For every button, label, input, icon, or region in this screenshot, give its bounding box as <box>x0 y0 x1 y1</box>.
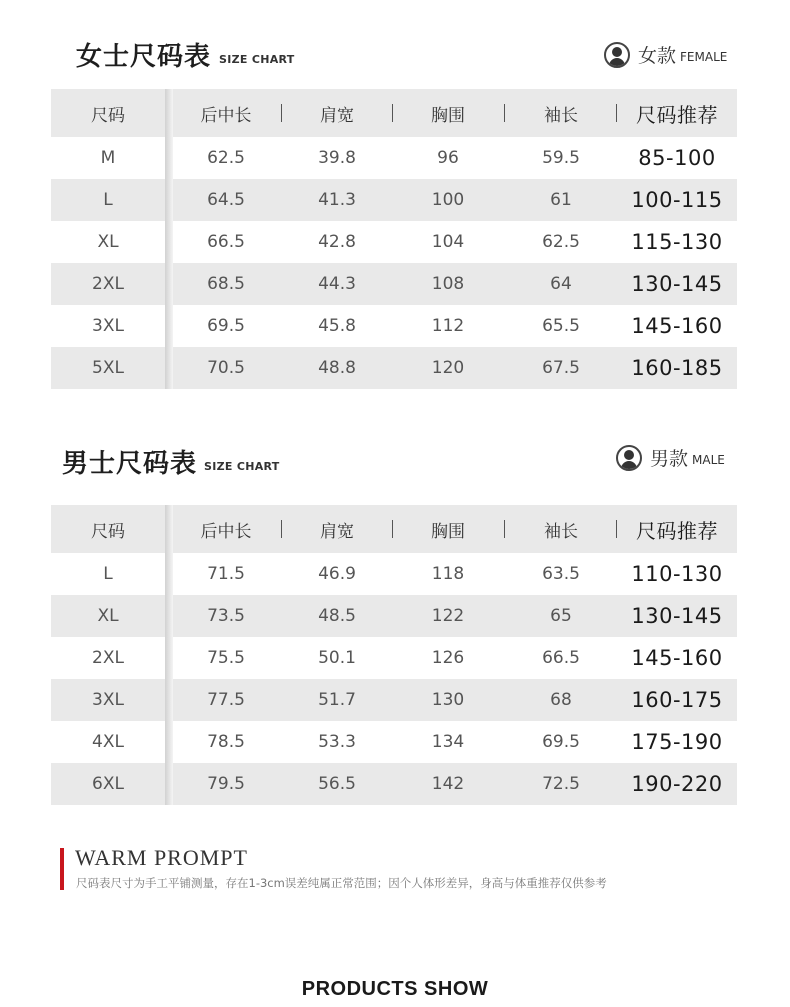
table-row <box>51 721 737 763</box>
prompt-title: WARM PROMPT <box>75 845 248 870</box>
cell-size: 6XL <box>92 774 124 794</box>
cell-recommend: 160-175 <box>631 688 723 712</box>
header-recommend: 尺码推荐 <box>636 102 718 127</box>
table-row <box>51 679 737 721</box>
cell-recommend: 110-130 <box>631 562 723 586</box>
table-row <box>51 347 737 389</box>
header-size: 尺码 <box>91 105 125 126</box>
cell-sleeve: 65 <box>550 606 572 626</box>
female-section-header <box>0 30 790 74</box>
cell-sleeve: 59.5 <box>542 148 580 168</box>
cell-back-length: 62.5 <box>207 148 245 168</box>
cell-sleeve: 66.5 <box>542 648 580 668</box>
column-separator <box>616 104 617 122</box>
cell-back-length: 69.5 <box>207 316 245 336</box>
cell-size: 4XL <box>92 732 124 752</box>
female-gender-cn: 女款 <box>638 45 677 67</box>
male-chart-title: 男士尺码表 <box>62 449 198 479</box>
cell-chest: 100 <box>431 190 465 210</box>
cell-shoulder: 48.5 <box>318 606 356 626</box>
male-chart-subtitle: SIZE CHART <box>204 460 280 473</box>
column-separator <box>281 104 282 122</box>
header-sleeve: 袖长 <box>544 521 578 542</box>
table-row <box>51 179 737 221</box>
cell-chest: 120 <box>431 358 465 378</box>
cell-recommend: 145-160 <box>631 646 723 670</box>
header-back-length: 后中长 <box>200 521 252 542</box>
cell-sleeve: 63.5 <box>542 564 580 584</box>
cell-recommend: 190-220 <box>631 772 723 796</box>
table-row <box>51 305 737 347</box>
cell-back-length: 70.5 <box>207 358 245 378</box>
cell-shoulder: 39.8 <box>318 148 356 168</box>
male-gender-label <box>616 444 725 471</box>
cell-chest: 118 <box>431 564 465 584</box>
cell-sleeve: 69.5 <box>542 732 580 752</box>
cell-size: XL <box>97 232 119 252</box>
cell-recommend: 130-145 <box>631 604 723 628</box>
table-row <box>51 637 737 679</box>
male-size-table <box>51 505 737 805</box>
table-header-row <box>51 505 737 553</box>
female-avatar-icon <box>604 42 630 68</box>
cell-recommend: 145-160 <box>631 314 723 338</box>
female-chart-subtitle: SIZE CHART <box>219 53 295 66</box>
cell-size: L <box>103 190 113 210</box>
male-gender-en: MALE <box>692 453 725 467</box>
cell-chest: 126 <box>431 648 465 668</box>
header-sleeve: 袖长 <box>544 105 578 126</box>
header-size: 尺码 <box>91 521 125 542</box>
female-gender-label <box>604 41 727 68</box>
cell-shoulder: 48.8 <box>318 358 356 378</box>
cell-recommend: 160-185 <box>631 356 723 380</box>
cell-size: 2XL <box>92 274 124 294</box>
column-separator <box>504 104 505 122</box>
cell-chest: 142 <box>431 774 465 794</box>
header-back-length: 后中长 <box>200 105 252 126</box>
male-section-header <box>0 437 790 481</box>
cell-chest: 134 <box>431 732 465 752</box>
cell-shoulder: 42.8 <box>318 232 356 252</box>
cell-shoulder: 46.9 <box>318 564 356 584</box>
cell-size: M <box>100 148 116 168</box>
cell-sleeve: 64 <box>550 274 572 294</box>
table-row <box>51 221 737 263</box>
cell-chest: 108 <box>431 274 465 294</box>
table-row <box>51 763 737 805</box>
table-row <box>51 263 737 305</box>
header-shoulder: 肩宽 <box>320 105 354 126</box>
table-header-row <box>51 89 737 137</box>
prompt-accent-bar <box>60 848 64 890</box>
male-gender-cn: 男款 <box>650 448 689 470</box>
cell-shoulder: 41.3 <box>318 190 356 210</box>
female-chart-title: 女士尺码表 <box>76 42 212 72</box>
table-row <box>51 595 737 637</box>
cell-back-length: 71.5 <box>207 564 245 584</box>
cell-chest: 112 <box>431 316 465 336</box>
cell-shoulder: 53.3 <box>318 732 356 752</box>
female-size-table <box>51 89 737 389</box>
cell-recommend: 85-100 <box>638 146 716 170</box>
cell-back-length: 77.5 <box>207 690 245 710</box>
cell-recommend: 100-115 <box>631 188 723 212</box>
cell-back-length: 66.5 <box>207 232 245 252</box>
cell-size: L <box>103 564 113 584</box>
cell-size: 5XL <box>92 358 124 378</box>
cell-chest: 104 <box>431 232 465 252</box>
cell-sleeve: 72.5 <box>542 774 580 794</box>
header-recommend: 尺码推荐 <box>636 518 718 543</box>
column-separator <box>392 520 393 538</box>
cell-recommend: 175-190 <box>631 730 723 754</box>
column-separator <box>281 520 282 538</box>
cell-recommend: 130-145 <box>631 272 723 296</box>
female-gender-en: FEMALE <box>680 50 728 64</box>
cell-chest: 130 <box>431 690 465 710</box>
header-chest: 胸围 <box>431 521 465 542</box>
cell-recommend: 115-130 <box>631 230 723 254</box>
cell-back-length: 75.5 <box>207 648 245 668</box>
cell-size: XL <box>97 606 119 626</box>
column-separator <box>392 104 393 122</box>
table-row <box>51 137 737 179</box>
cell-shoulder: 44.3 <box>318 274 356 294</box>
cell-sleeve: 68 <box>550 690 572 710</box>
cell-back-length: 64.5 <box>207 190 245 210</box>
cell-sleeve: 62.5 <box>542 232 580 252</box>
column-separator <box>504 520 505 538</box>
cell-sleeve: 61 <box>550 190 572 210</box>
column-divider <box>165 89 173 389</box>
column-divider <box>165 505 173 805</box>
header-shoulder: 肩宽 <box>320 521 354 542</box>
male-avatar-icon <box>616 445 642 471</box>
cell-back-length: 73.5 <box>207 606 245 626</box>
cell-back-length: 79.5 <box>207 774 245 794</box>
cell-size: 3XL <box>92 316 124 336</box>
cell-back-length: 78.5 <box>207 732 245 752</box>
column-separator <box>616 520 617 538</box>
cell-sleeve: 65.5 <box>542 316 580 336</box>
cell-shoulder: 51.7 <box>318 690 356 710</box>
cell-shoulder: 45.8 <box>318 316 356 336</box>
cell-shoulder: 56.5 <box>318 774 356 794</box>
cell-back-length: 68.5 <box>207 274 245 294</box>
cell-chest: 122 <box>431 606 465 626</box>
table-row <box>51 553 737 595</box>
cell-size: 3XL <box>92 690 124 710</box>
products-show-heading: PRODUCTS SHOW <box>301 978 489 1000</box>
header-chest: 胸围 <box>431 105 465 126</box>
cell-sleeve: 67.5 <box>542 358 580 378</box>
prompt-text: 尺码表尺寸为手工平铺测量，存在1-3cm误差纯属正常范围；因个人体形差异，身高与体重推荐仅供参考 <box>76 876 607 890</box>
cell-chest: 96 <box>437 148 459 168</box>
cell-size: 2XL <box>92 648 124 668</box>
cell-shoulder: 50.1 <box>318 648 356 668</box>
